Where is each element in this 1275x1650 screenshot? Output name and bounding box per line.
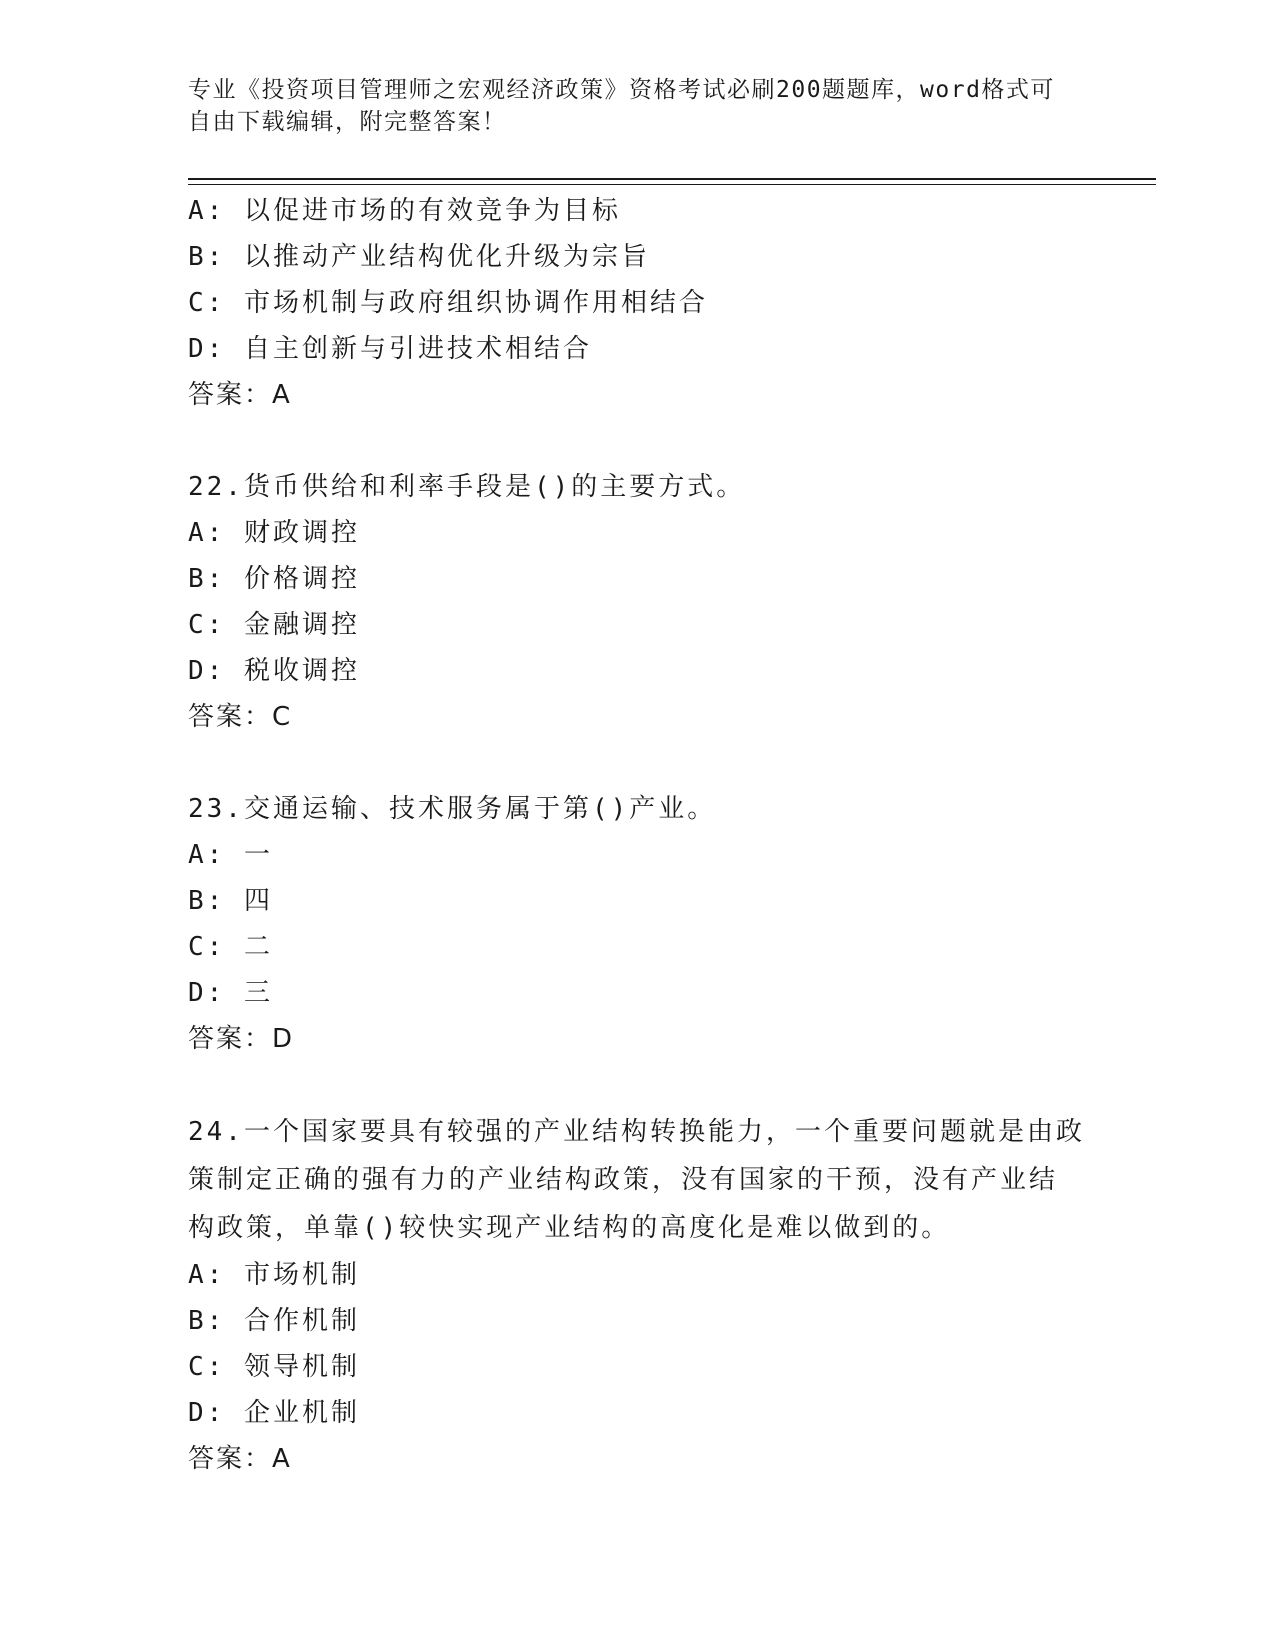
header-line-2: 自由下载编辑，附完整答案！ xyxy=(188,109,507,135)
option-b: B: 四 xyxy=(188,886,273,916)
question-stem-line-3: 构政策，单靠()较快实现产业结构的高度化是难以做到的。 xyxy=(188,1213,951,1243)
option-a: A: 财政调控 xyxy=(188,518,360,548)
option-d: D: 企业机制 xyxy=(188,1398,360,1428)
question-stem-line-1: 24.一个国家要具有较强的产业结构转换能力，一个重要问题就是由政 xyxy=(188,1117,1085,1147)
spacer xyxy=(188,1062,1088,1108)
answer: 答案：C xyxy=(188,702,293,732)
option-b: B: 价格调控 xyxy=(188,564,360,594)
option-b: B: 以推动产业结构优化升级为宗旨 xyxy=(188,242,650,272)
question-stem: 22.货币供给和利率手段是()的主要方式。 xyxy=(188,472,746,502)
spacer xyxy=(188,418,1088,464)
header-rule xyxy=(188,178,1156,180)
question-23 xyxy=(188,786,1088,1062)
question-list xyxy=(188,188,1088,1482)
option-b: B: 合作机制 xyxy=(188,1306,360,1336)
option-c: C: 二 xyxy=(188,932,273,962)
question-stem-line-2: 策制定正确的强有力的产业结构政策，没有国家的干预，没有产业结 xyxy=(188,1165,1059,1195)
question-22 xyxy=(188,464,1088,740)
option-d: D: 税收调控 xyxy=(188,656,360,686)
option-c: C: 市场机制与政府组织协调作用相结合 xyxy=(188,288,708,318)
spacer xyxy=(188,740,1088,786)
option-c: C: 领导机制 xyxy=(188,1352,360,1382)
question-24 xyxy=(188,1108,1088,1482)
document-header xyxy=(188,74,1088,138)
option-c: C: 金融调控 xyxy=(188,610,360,640)
header-line-1: 专业《投资项目管理师之宏观经济政策》资格考试必刷200题题库，word格式可 xyxy=(188,77,1055,103)
option-d: D: 三 xyxy=(188,978,273,1008)
answer: 答案：A xyxy=(188,1444,292,1474)
option-a: A: 市场机制 xyxy=(188,1260,360,1290)
header-rule-thin xyxy=(188,184,1156,185)
option-a: A: 一 xyxy=(188,840,273,870)
question-stem: 23.交通运输、技术服务属于第()产业。 xyxy=(188,794,717,824)
answer: 答案：A xyxy=(188,380,292,410)
answer: 答案：D xyxy=(188,1024,295,1054)
question-21 xyxy=(188,188,1088,418)
option-a: A: 以促进市场的有效竞争为目标 xyxy=(188,196,621,226)
option-d: D: 自主创新与引进技术相结合 xyxy=(188,334,592,364)
